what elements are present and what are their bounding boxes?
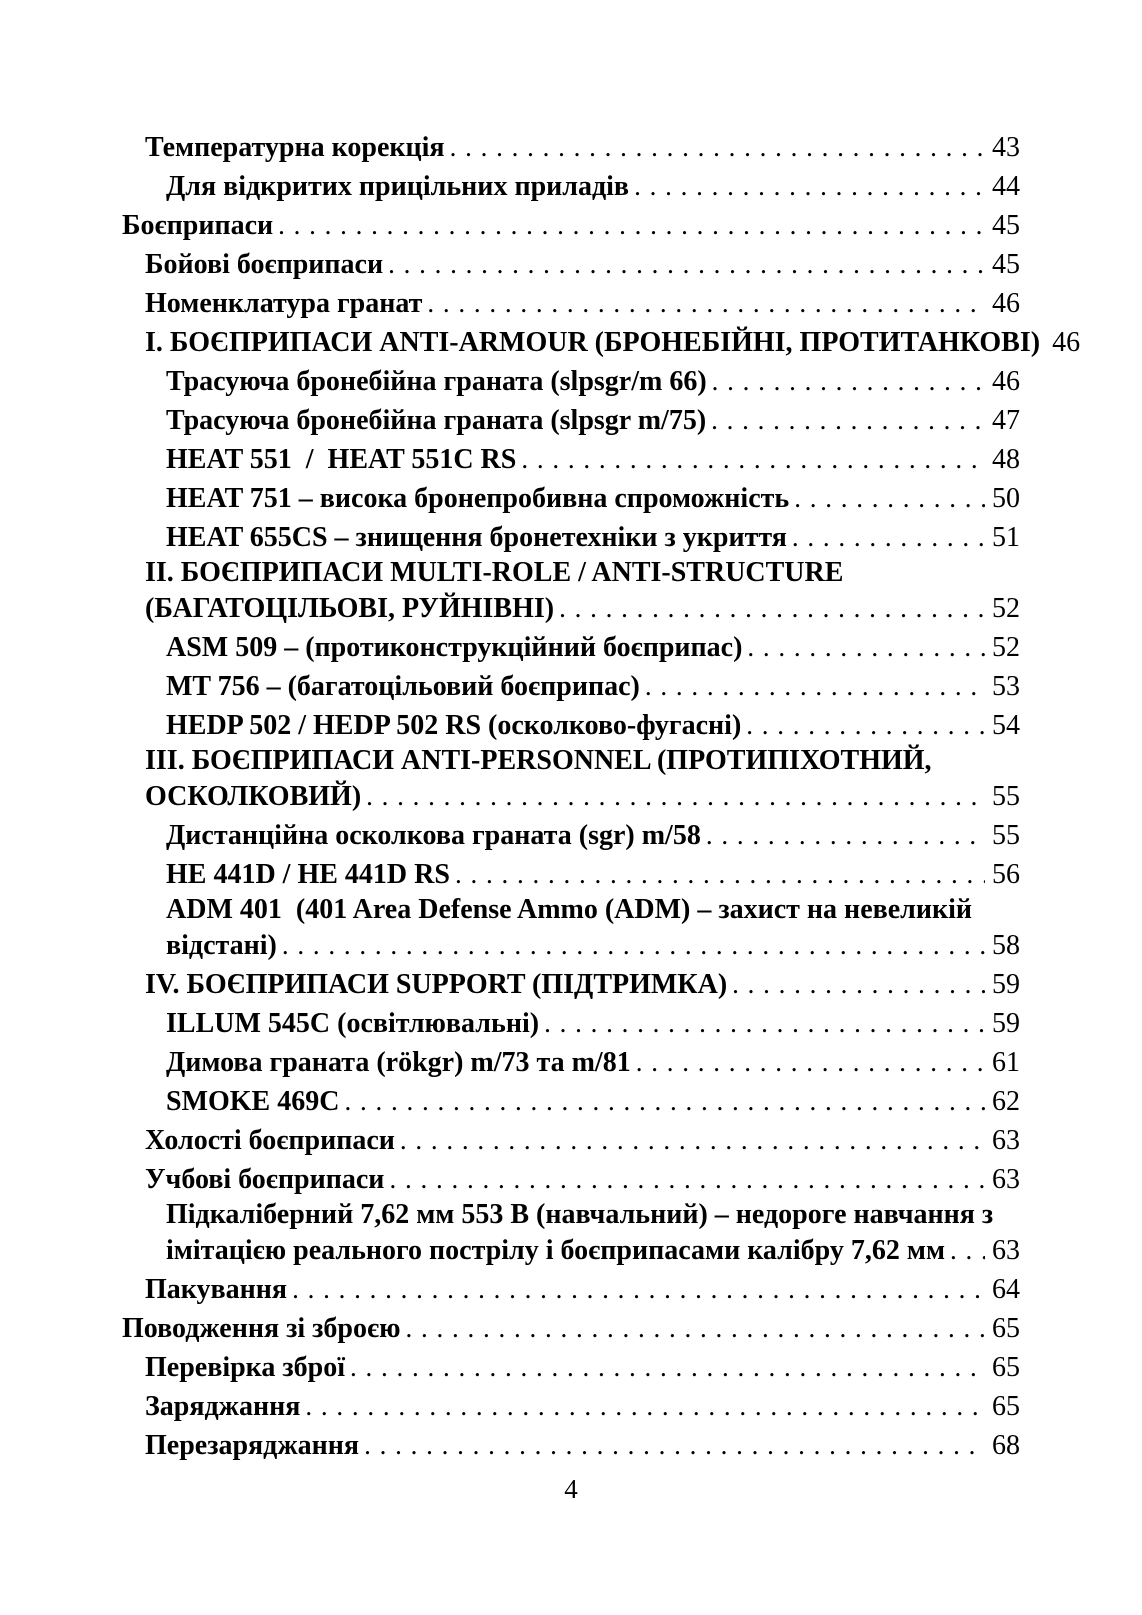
dot-leader (366, 777, 985, 816)
toc-page-number: 65 (992, 1352, 1020, 1383)
dot-leader (278, 206, 985, 245)
toc-page-number: 44 (992, 171, 1020, 202)
dot-leader (792, 518, 985, 557)
toc-entry-title: Для відкритих прицільних приладів (166, 171, 630, 202)
dot-leader (400, 1121, 985, 1160)
toc-line (166, 926, 1020, 965)
toc-entry-title: ADM 401 (401 Area Defense Ammo (ADM) – захист на невеликій (166, 894, 973, 925)
toc-page-number: 62 (992, 1086, 1020, 1117)
toc-entry[interactable] (122, 1387, 1020, 1426)
dot-leader (544, 1004, 985, 1043)
toc-line (166, 479, 1020, 518)
toc-line (166, 894, 1020, 926)
toc-entry[interactable] (122, 206, 1020, 245)
toc-page-number: 55 (992, 820, 1020, 851)
toc-entry[interactable] (122, 401, 1020, 440)
toc-entry-title: HE 441D / HE 441D RS (166, 859, 450, 890)
toc-page-number: 51 (992, 522, 1020, 553)
toc-page-number: 68 (992, 1430, 1020, 1461)
dot-leader (559, 589, 985, 628)
toc-page-number: 65 (992, 1313, 1020, 1344)
toc-line (166, 1004, 1020, 1043)
toc-entry[interactable] (122, 1160, 1020, 1199)
dot-leader (406, 1309, 986, 1348)
toc-line (166, 440, 1020, 479)
toc-line (166, 167, 1020, 206)
toc-entry-title: MT 756 – (багатоцільовий боєприпас) (166, 671, 640, 702)
toc-entry-title: Боєприпаси (122, 210, 274, 241)
toc-entry[interactable] (122, 628, 1020, 667)
toc-line (145, 128, 1020, 167)
toc-line (166, 1199, 1020, 1231)
toc-entry-title: Поводження зі зброєю (122, 1313, 401, 1344)
toc-entry[interactable] (122, 1348, 1020, 1387)
toc-page-number: 50 (992, 483, 1020, 514)
toc-entry[interactable] (122, 855, 1020, 894)
dot-leader (350, 1348, 985, 1387)
toc-page-number: 63 (992, 1164, 1020, 1195)
toc-page-number: 63 (992, 1125, 1020, 1156)
dot-leader (634, 167, 985, 206)
toc-line (122, 206, 1020, 245)
toc-entry[interactable] (122, 518, 1020, 557)
toc-entry[interactable] (122, 667, 1020, 706)
toc-line (145, 1387, 1020, 1426)
toc-page-number: 56 (992, 859, 1020, 890)
toc-entry-title: Димова граната (rökgr) m/73 та m/81 (166, 1047, 631, 1078)
page-number-footer: 4 (564, 1474, 578, 1504)
toc-line (145, 589, 1020, 628)
dot-leader (292, 1270, 985, 1309)
toc-entry-title: III. БОЄПРИПАСИ ANTI-PERSONNEL (ПРОТИПІХОТНИЙ, (145, 745, 932, 776)
toc-line (166, 518, 1020, 557)
dot-leader (450, 128, 985, 167)
toc-line (145, 1160, 1020, 1199)
toc-entry-title: IV. БОЄПРИПАСИ SUPPORT (ПІДТРИМКА) (145, 969, 728, 1000)
toc-entry-title: імітацією реального пострілу і боєприпасами калібру 7,62 мм (166, 1235, 946, 1266)
toc-entry[interactable] (122, 965, 1020, 1004)
toc-entry-title: Пакування (145, 1274, 288, 1305)
toc-page-number: 58 (992, 930, 1020, 961)
toc-entry[interactable] (122, 323, 1081, 362)
toc-entry-title: Учбові боєприпаси (145, 1164, 385, 1195)
toc-entry[interactable] (122, 1309, 1020, 1348)
dot-leader (712, 362, 985, 401)
toc-page-number: 46 (992, 366, 1020, 397)
dot-leader (344, 1082, 985, 1121)
dot-leader (636, 1043, 985, 1082)
toc-line (145, 323, 1081, 362)
toc-line (166, 706, 1020, 745)
toc-line (166, 667, 1020, 706)
toc-entry-title: Холості боєприпаси (145, 1125, 395, 1156)
toc-line (145, 1121, 1020, 1160)
toc-line (166, 1231, 1020, 1270)
dot-leader (747, 628, 985, 667)
toc-page-number: 65 (992, 1391, 1020, 1422)
toc-line (145, 777, 1020, 816)
toc-line (145, 745, 1020, 777)
toc-entry[interactable] (122, 128, 1020, 167)
toc-entry[interactable] (122, 706, 1020, 745)
toc-line (166, 628, 1020, 667)
toc-entry[interactable] (122, 1004, 1020, 1043)
toc-entry[interactable] (122, 1199, 1020, 1270)
toc-line (166, 1043, 1020, 1082)
toc-page-number: 52 (992, 632, 1020, 663)
dot-leader (521, 440, 985, 479)
toc-entry-title: Дистанційна осколкова граната (sgr) m/58 (166, 820, 701, 851)
toc-entry-title: ILLUM 545C (освітлювальні) (166, 1008, 540, 1039)
toc-line (166, 362, 1020, 401)
toc-entry-title: HEAT 551 / HEAT 551C RS (166, 444, 517, 475)
toc-entry[interactable] (122, 1270, 1020, 1309)
dot-leader (706, 816, 985, 855)
toc-line (166, 816, 1020, 855)
toc-entry[interactable] (122, 1043, 1020, 1082)
toc-entry[interactable] (122, 245, 1020, 284)
toc-entry-title: Перевірка зброї (145, 1352, 345, 1383)
toc-line (145, 557, 1020, 589)
toc-line (145, 965, 1020, 1004)
toc-entry-title: II. БОЄПРИПАСИ MULTI-ROLE / ANTI-STRUCTURE (145, 557, 844, 588)
toc-entry-title: Заряджання (145, 1391, 301, 1422)
dot-leader (388, 245, 985, 284)
toc-entry[interactable] (122, 167, 1020, 206)
toc-line (122, 1309, 1020, 1348)
toc-line (166, 855, 1020, 894)
toc-entry-title: Температурна корекція (145, 132, 445, 163)
toc-entry-title: I. БОЄПРИПАСИ ANTI-ARMOUR (БРОНЕБІЙНІ, ПРОТИТАНКОВІ) (145, 327, 1041, 358)
toc-entry-title: HEAT 655CS – знищення бронетехніки з укриття (166, 522, 787, 553)
toc-entry-title: Номенклатура гранат (145, 288, 423, 319)
toc-page-number: 45 (992, 249, 1020, 280)
dot-leader (455, 855, 985, 894)
toc-page-number: 48 (992, 444, 1020, 475)
toc-entry-title: Підкаліберний 7,62 мм 553 В (навчальний) – недороге навчання з (166, 1199, 994, 1230)
toc-line (145, 284, 1020, 323)
dot-leader (645, 667, 985, 706)
toc-entry-title: HEAT 751 – висока бронепробивна спроможність (166, 483, 790, 514)
toc-page-number: 46 (1052, 327, 1081, 358)
toc-entry-title: Трасуюча бронебійна граната (slpsgr/m 66) (166, 366, 707, 397)
toc-entry[interactable] (122, 440, 1020, 479)
dot-leader (305, 1387, 985, 1426)
dot-leader (950, 1231, 985, 1270)
toc-entry-title: Перезаряджання (145, 1430, 360, 1461)
toc-entry[interactable] (122, 284, 1020, 323)
toc-page-number: 63 (992, 1235, 1020, 1266)
toc-entry[interactable] (122, 1121, 1020, 1160)
toc-entry-title: HEDP 502 / HEDP 502 RS (осколково-фугасні) (166, 710, 742, 741)
dot-leader (427, 284, 985, 323)
toc-line (166, 401, 1020, 440)
dot-leader (364, 1426, 985, 1465)
toc-page-number: 45 (992, 210, 1020, 241)
toc-entry[interactable] (122, 1082, 1020, 1121)
dot-leader (746, 706, 985, 745)
toc-entry-title: ОСКОЛКОВИЙ) (145, 781, 362, 812)
toc-page-number: 46 (992, 288, 1020, 319)
toc-entry-title: відстані) (166, 930, 277, 961)
toc-page-number: 53 (992, 671, 1020, 702)
toc-page-number: 61 (992, 1047, 1020, 1078)
toc-page-number: 59 (992, 1008, 1020, 1039)
toc-entry[interactable] (122, 362, 1020, 401)
toc-entry[interactable] (122, 745, 1020, 816)
dot-leader (282, 926, 985, 965)
toc-page-number: 52 (992, 593, 1020, 624)
toc-entry-title: Бойові боєприпаси (145, 249, 384, 280)
toc-line (166, 1082, 1020, 1121)
toc-line (145, 1426, 1020, 1465)
toc-entry-title: (БАГАТОЦІЛЬОВІ, РУЙНІВНІ) (145, 593, 555, 624)
toc-page-number: 64 (992, 1274, 1020, 1305)
toc-entry[interactable] (122, 816, 1020, 855)
table-of-contents (122, 128, 1081, 1465)
dot-leader (794, 479, 985, 518)
toc-line (145, 245, 1020, 284)
toc-entry-title: ASM 509 – (протиконструкційний боєприпас) (166, 632, 743, 663)
toc-entry[interactable] (122, 1426, 1020, 1465)
toc-entry[interactable] (122, 557, 1020, 628)
toc-page-number: 47 (992, 405, 1020, 436)
dot-leader (389, 1160, 985, 1199)
dot-leader (732, 965, 985, 1004)
toc-entry[interactable] (122, 479, 1020, 518)
toc-line (145, 1348, 1020, 1387)
dot-leader (711, 401, 985, 440)
toc-page-number: 54 (992, 710, 1020, 741)
toc-page-number: 55 (992, 781, 1020, 812)
toc-entry-title: Трасуюча бронебійна граната (slpsgr m/75) (166, 405, 707, 436)
toc-page-number: 43 (992, 132, 1020, 163)
toc-line (145, 1270, 1020, 1309)
toc-page-number: 59 (992, 969, 1020, 1000)
toc-entry[interactable] (122, 894, 1020, 965)
toc-entry-title: SMOKE 469C (166, 1086, 340, 1117)
